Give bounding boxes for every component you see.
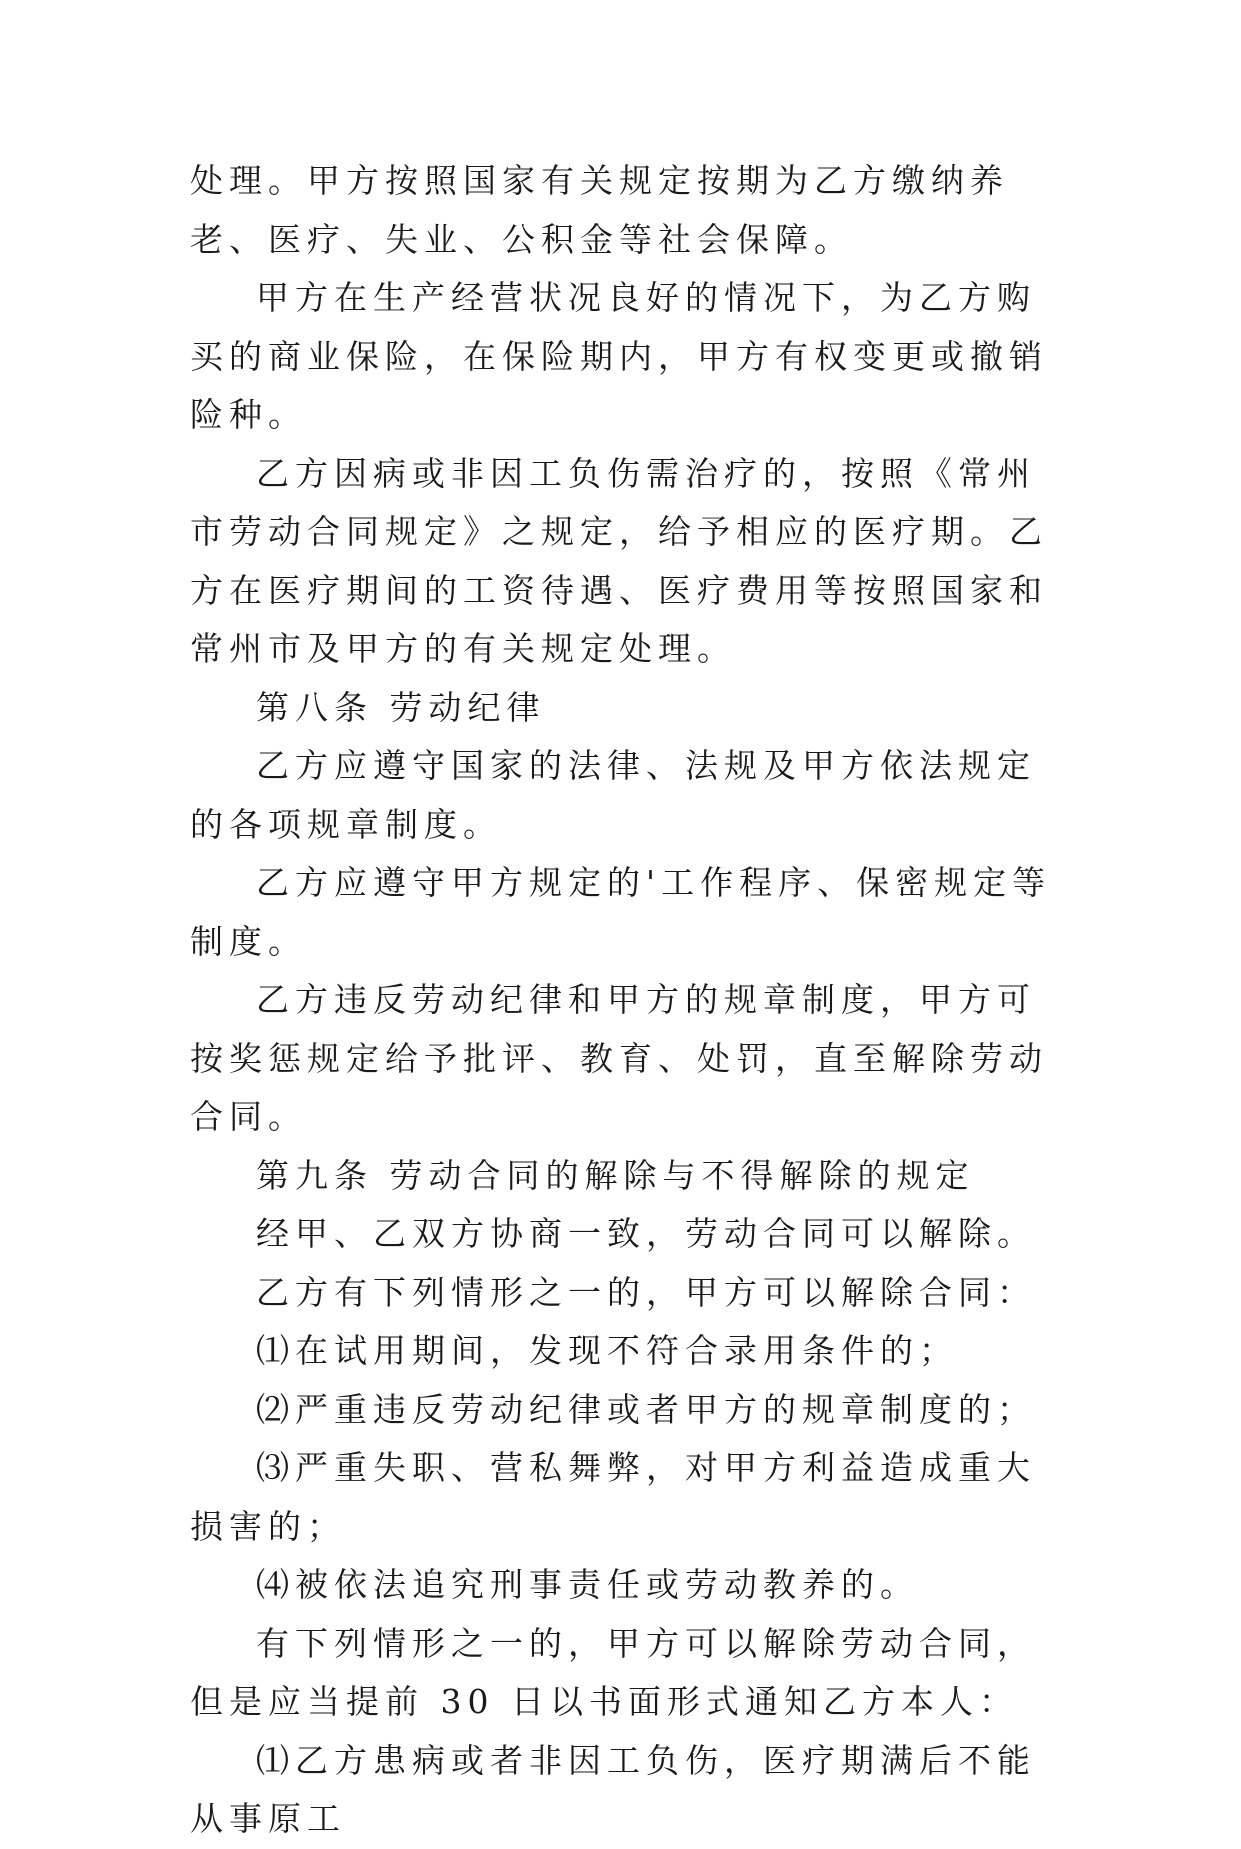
paragraph-termination-cases: 乙方有下列情形之一的，甲方可以解除合同： [256, 1272, 1036, 1312]
paragraph-obey-laws: 乙方应遵守国家的法律、法规及甲方依法规定的各项规章制度。 [190, 746, 1036, 844]
article-8-heading: 第八条 劳动纪律 [256, 687, 546, 727]
paragraph-medical-period: 乙方因病或非因工负伤需治疗的，按照《常州市劳动合同规定》之规定，给予相应的医疗期。乙方在医疗期间的工资待遇、医疗费用等按照国家和常州市及甲方的有关规定处理。 [190, 453, 1048, 668]
paragraph-social-insurance: 处理。甲方按照国家有关规定按期为乙方缴纳养老、医疗、失业、公积金等社会保障。 [190, 161, 1009, 259]
list-item-dereliction: ⑶严重失职、营私舞弊，对甲方利益造成重大损害的； [190, 1448, 1036, 1546]
list-item-illness: ⑴乙方患病或者非因工负伤，医疗期满后不能从事原工 [190, 1740, 1036, 1838]
list-item-serious-violation: ⑵严重违反劳动纪律或者甲方的规章制度的； [256, 1389, 1036, 1429]
paragraph-notice-termination: 有下列情形之一的，甲方可以解除劳动合同，但是应当提前 30 日以书面形式通知乙方本人： [190, 1623, 1036, 1721]
paragraph-commercial-insurance: 甲方在生产经营状况良好的情况下，为乙方购买的商业保险，在保险期内，甲方有权变更或撤销险种。 [190, 278, 1048, 434]
article-9-heading: 第九条 劳动合同的解除与不得解除的规定 [256, 1155, 975, 1195]
list-item-probation: ⑴在试用期间，发现不符合录用条件的； [256, 1331, 958, 1370]
list-item-criminal-liability: ⑷被依法追究刑事责任或劳动教养的。 [256, 1565, 919, 1604]
document-body [190, 152, 1070, 1849]
paragraph-work-procedures: 乙方应遵守甲方规定的'工作程序、保密规定等制度。 [190, 863, 1052, 961]
paragraph-mutual-termination: 经甲、乙双方协商一致，劳动合同可以解除。 [256, 1214, 1036, 1253]
paragraph-discipline-violation: 乙方违反劳动纪律和甲方的规章制度，甲方可按奖惩规定给予批评、教育、处罚，直至解除劳动合同。 [190, 980, 1048, 1136]
